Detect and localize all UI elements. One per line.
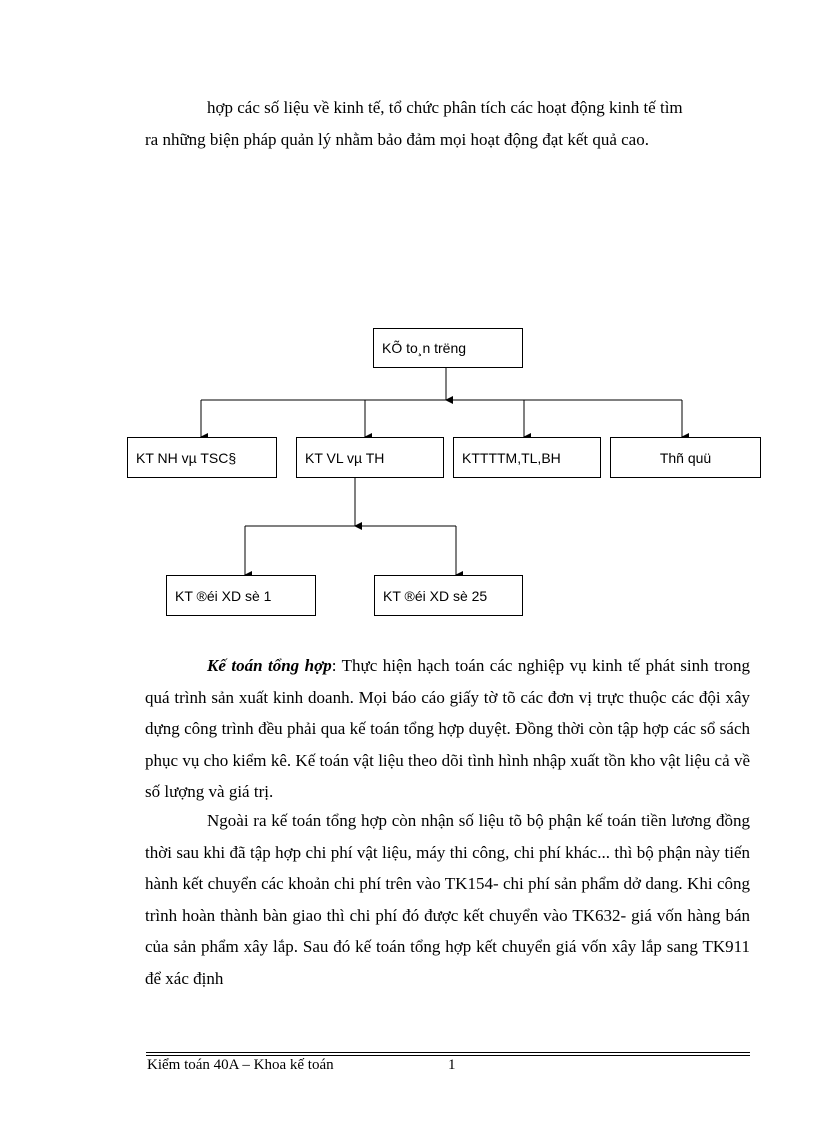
footer-rule-bottom (146, 1055, 750, 1056)
intro-line-1: hợp các số liệu về kinh tế, tổ chức phân tích các hoạt động kinh tế tìm (207, 98, 683, 117)
paragraph-ke-toan-tong-hop (145, 650, 750, 808)
org-box-kt-nh (127, 437, 277, 478)
org-box-kt-vl-label: KT VL vµ TH (305, 449, 385, 466)
org-box-kttttm-label: KTTTTM,TL,BH (462, 449, 561, 466)
org-root-box (373, 328, 523, 368)
paragraph-2: Ngoài ra kế toán tổng hợp còn nhận số liệu tõ bộ phận kế toán tiền lương đồng thời sau khi đã tập hợp chi phí vật liệu, máy thi công, chi phí khác... thì bộ phận này tiến hành kết chuyển các khoản chi phí trên vào TK154- chi phí sản phẩm dở dang. Khi công trình hoàn thành bàn giao thì chi phí đó được kết chuyển vào TK632- giá vốn hàng bán của sản phẩm xây lắp. Sau đó kế toán tổng hợp kết chuyển giá vốn xây lắp sang TK911 để xác định (145, 811, 750, 988)
org-box-doi-25-label: KT ®éi XD sè 25 (383, 587, 488, 604)
org-box-thu-quy (610, 437, 761, 478)
footer-rule-top (146, 1052, 750, 1053)
footer-left-text: Kiểm toán 40A – Khoa kế toán (147, 1057, 334, 1073)
org-box-doi-1 (166, 575, 316, 616)
org-box-doi-25 (374, 575, 523, 616)
org-root-label: KÕ to¸n trëng (382, 340, 467, 356)
org-box-thu-quy-label: Thñ quü (659, 449, 712, 466)
org-box-doi-1-label: KT ®éi XD sè 1 (175, 587, 272, 604)
org-box-kt-vl (296, 437, 444, 478)
lead-term: Kế toán tổng hợp (207, 656, 332, 675)
intro-line-2: ra những biện pháp quản lý nhằm bảo đảm mọi hoạt động đạt kết quả cao. (145, 130, 649, 149)
paragraph-1-text: : Thực hiện hạch toán các nghiệp vụ kinh tế phát sinh trong quá trình sản xuất kinh doanh. Mọi báo cáo giấy tờ tõ các đơn vị trực thuộc các đội xây dựng công trình đều phải qua kế toán tổng hợp duyệt. Đồng thời còn tập hợp các sổ sách phục vụ cho kiểm kê. Kế toán vật liệu theo dõi tình hình nhập xuất tồn kho vật liệu cả về số lượng và giá trị. (145, 656, 751, 801)
org-box-kt-nh-label: KT NH vµ TSC§ (136, 449, 237, 466)
footer-page-number: 1 (448, 1057, 456, 1073)
org-box-kttttm (453, 437, 601, 478)
